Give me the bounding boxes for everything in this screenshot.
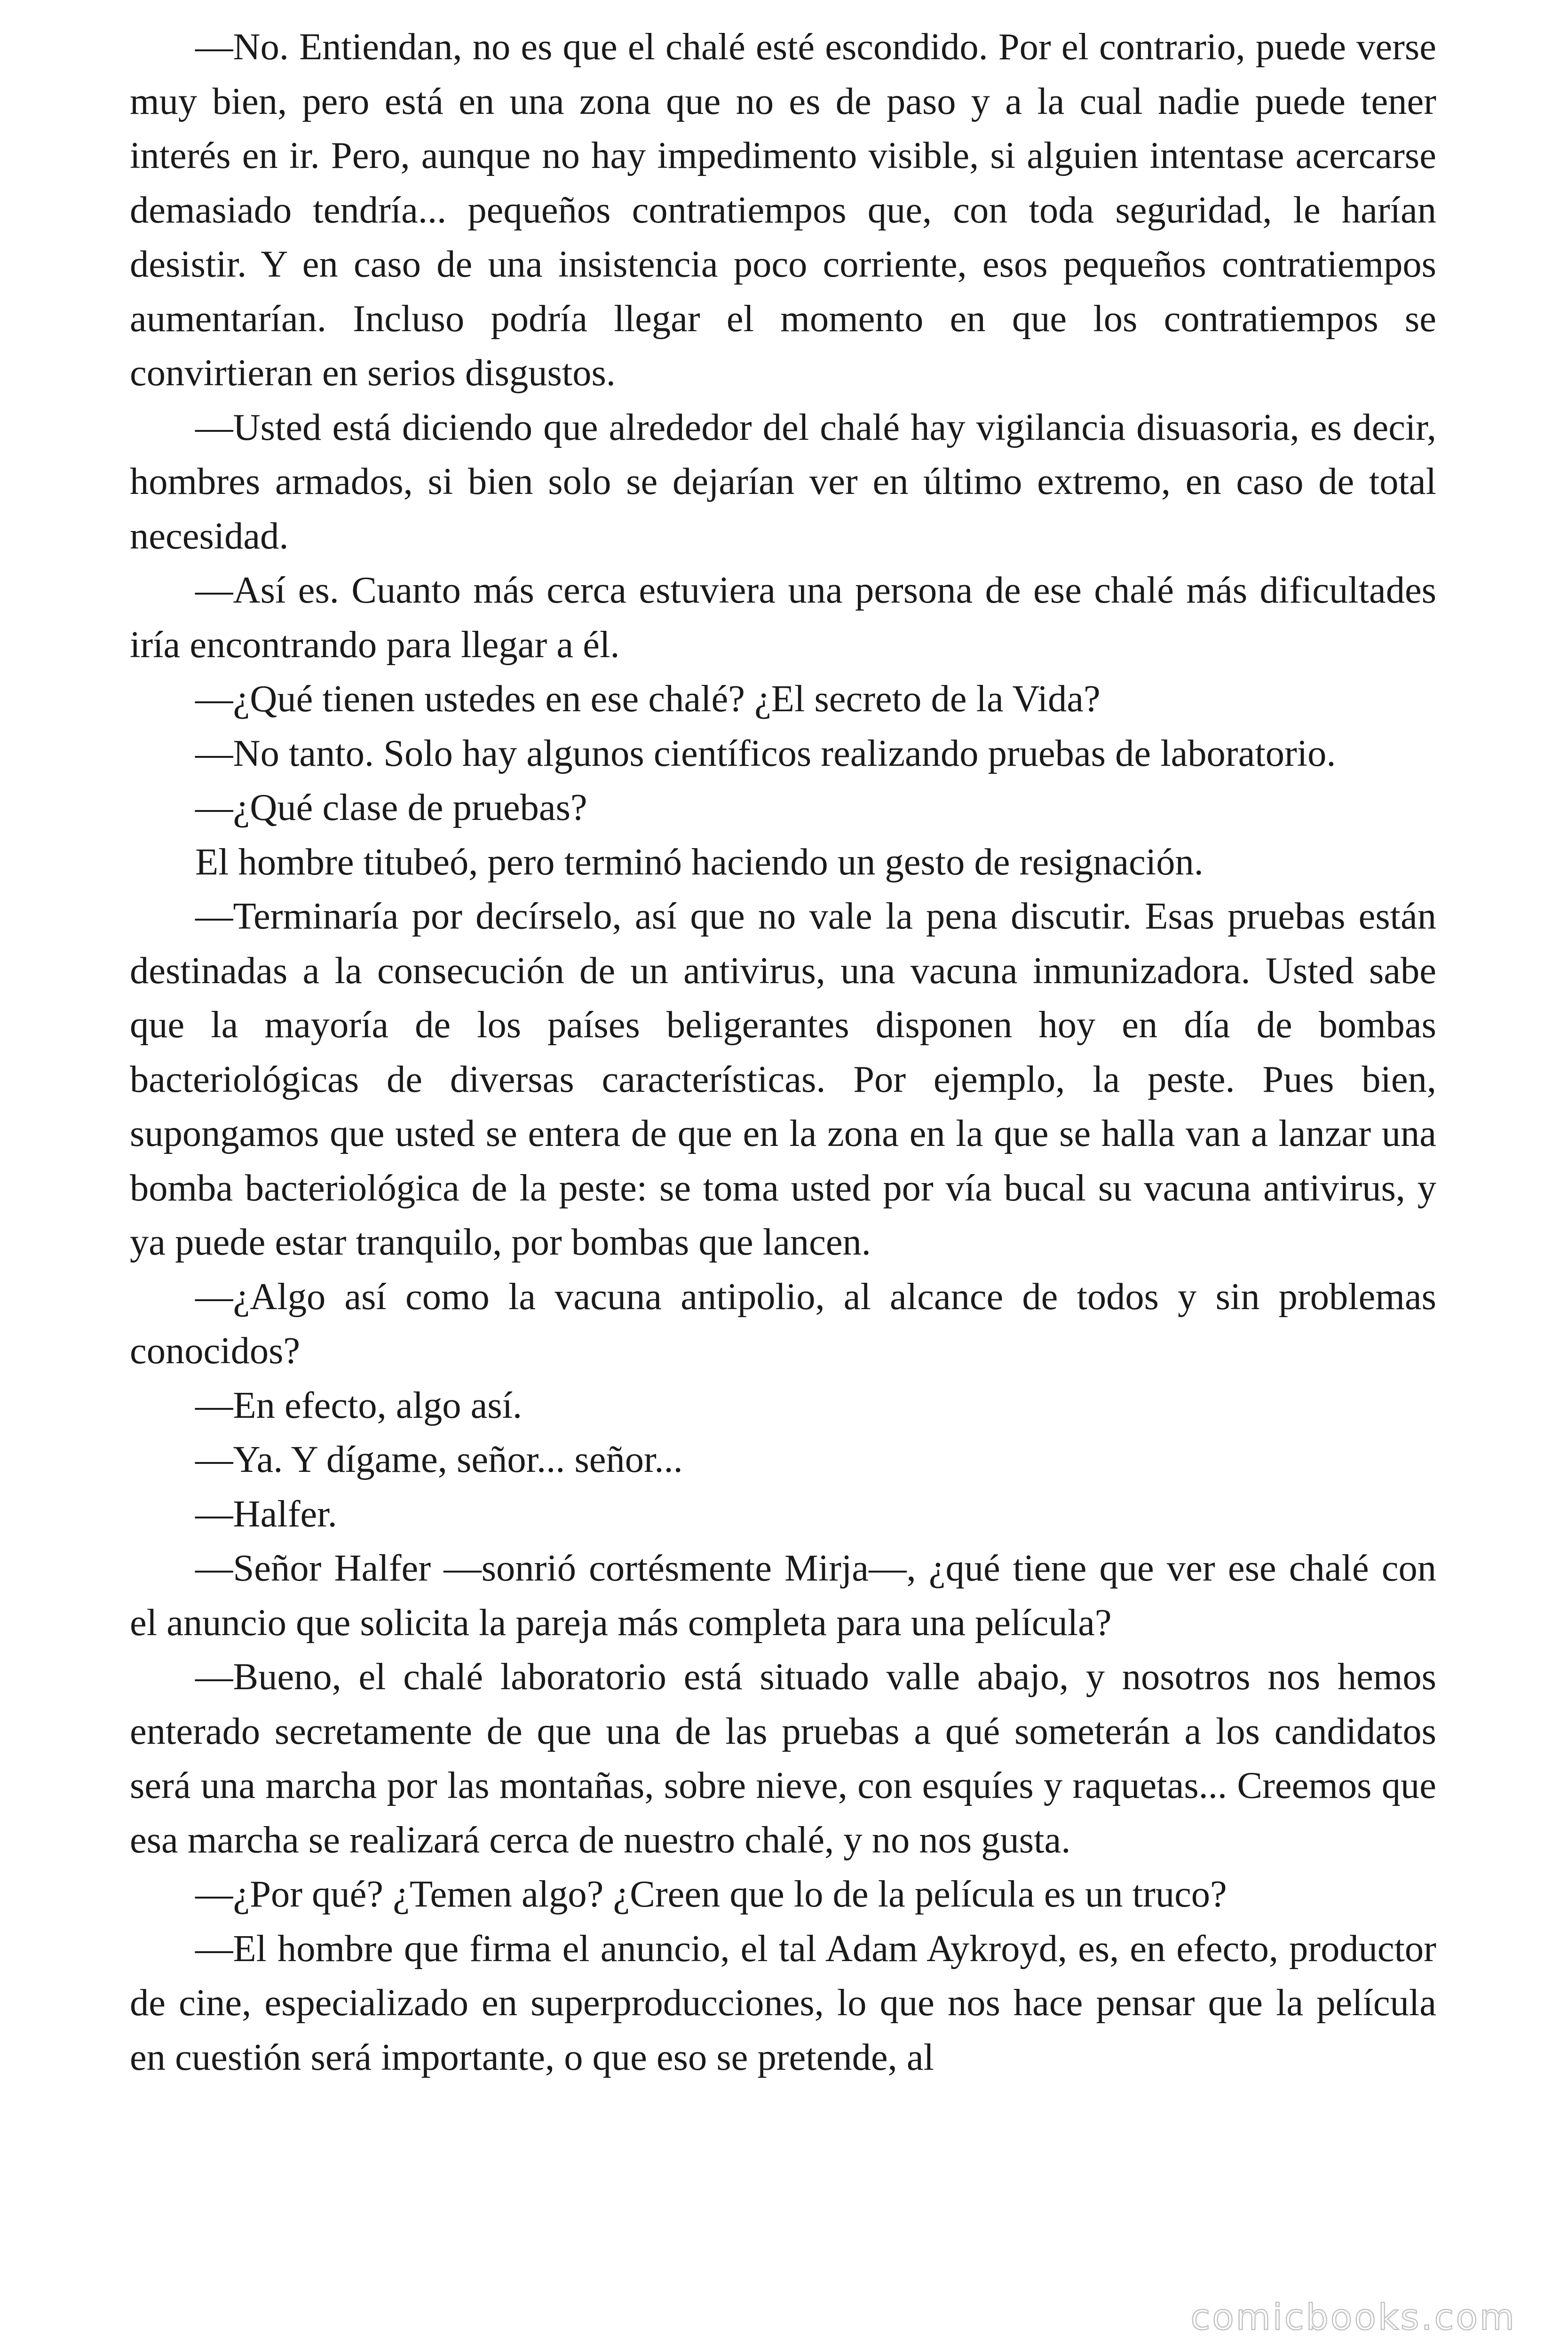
paragraph-3: —Así es. Cuanto más cerca estuviera una persona de ese chalé más dificultades iría encontrando para llegar a él. [130, 569, 1436, 666]
paragraph-8: —Terminaría por decírselo, así que no vale la pena discutir. Esas pruebas están destinadas a la consecución de un antivirus, una vacuna inmunizadora. Usted sabe que la mayoría de los países beligerantes disponen hoy en día de bombas bacteriológicas de diversas características. Por ejemplo, la peste. Pues bien, supongamos que usted se entera de que en la zona en la que se halla van a lanzar una bomba bacteriológica de la peste: se toma usted por vía bucal su vacuna antivirus, y ya puede estar tranquilo, por bombas que lancen. [130, 895, 1436, 1263]
paragraph-12: —Halfer. [195, 1493, 337, 1535]
paragraph-2: —Usted está diciendo que alrededor del chalé hay vigilancia disuasoria, es decir, hombres armados, si bien solo se dejarían ver en último extremo, en caso de total necesidad. [130, 406, 1436, 557]
paragraph-4: —¿Qué tienen ustedes en ese chalé? ¿El secreto de la Vida? [195, 678, 1101, 720]
paragraph-5: —No tanto. Solo hay algunos científicos realizando pruebas de laboratorio. [195, 732, 1336, 774]
paragraph-13: —Señor Halfer —sonrió cortésmente Mirja—, ¿qué tiene que ver ese chalé con el anuncio que solicita la pareja más completa para una película? [130, 1547, 1436, 1644]
paragraph-10: —En efecto, algo así. [195, 1384, 523, 1426]
paragraph-6: —¿Qué clase de pruebas? [195, 787, 587, 828]
paragraph-11: —Ya. Y dígame, señor... señor... [195, 1438, 683, 1480]
paragraph-9: —¿Algo así como la vacuna antipolio, al alcance de todos y sin problemas conocidos? [130, 1275, 1436, 1372]
watermark: comicbooks.com [1190, 2296, 1516, 2338]
paragraph-16: —El hombre que firma el anuncio, el tal Adam Aykroyd, es, en efecto, productor de cine, especializado en superproducciones, lo que nos hace pensar que la película en cuestión será importante, o que eso se pretende, al [130, 1927, 1436, 2078]
paragraph-14: —Bueno, el chalé laboratorio está situado valle abajo, y nosotros nos hemos enterado secretamente de que una de las pruebas a qué someterán a los candidatos será una marcha por las montañas, sobre nieve, con esquíes y raquetas... Creemos que esa marcha se realizará cerca de nuestro chalé, y no nos gusta. [130, 1656, 1436, 1861]
book-page-text [130, 20, 1436, 2084]
paragraph-1: —No. Entiendan, no es que el chalé esté escondido. Por el contrario, puede verse muy bien, pero está en una zona que no es de paso y a la cual nadie puede tener interés en ir. Pero, aunque no hay impedimento visible, si alguien intentase acercarse demasiado tendría... pequeños contratiempos que, con toda seguridad, le harían desistir. Y en caso de una insistencia poco corriente, esos pequeños contratiempos aumentarían. Incluso podría llegar el momento en que los contratiempos se convirtieran en serios disgustos. [130, 26, 1436, 394]
paragraph-7: El hombre titubeó, pero terminó haciendo un gesto de resignación. [195, 841, 1204, 883]
paragraph-15: —¿Por qué? ¿Temen algo? ¿Creen que lo de la película es un truco? [195, 1873, 1227, 1915]
